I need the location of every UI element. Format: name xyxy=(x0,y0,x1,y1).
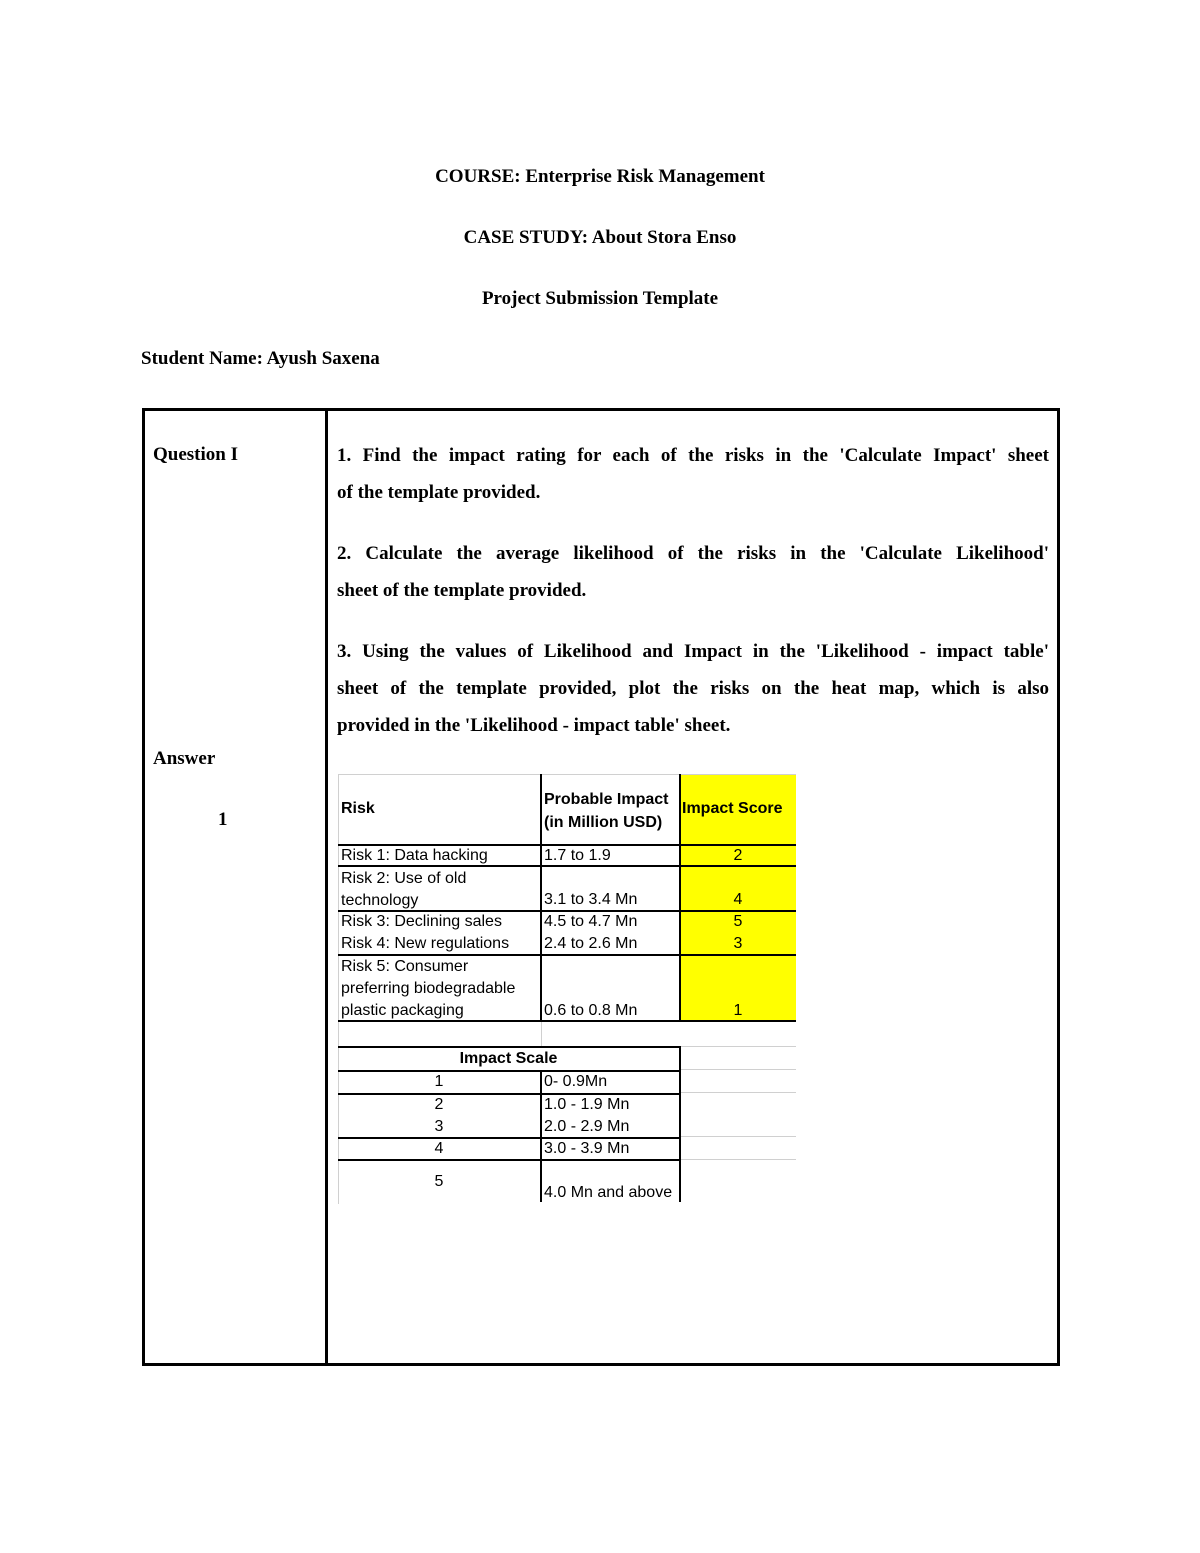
risk-impact: 1.7 to 1.9 xyxy=(544,847,611,864)
risk-impact: 2.4 to 2.6 Mn xyxy=(544,935,638,952)
impact-scale-title: Impact Scale xyxy=(459,1050,558,1067)
risk-impact: 0.6 to 0.8 Mn xyxy=(544,1002,638,1019)
risk-score: 5 xyxy=(733,913,743,930)
risk-score: 3 xyxy=(733,935,743,952)
risk-name: Risk 3: Declining sales xyxy=(341,913,502,930)
scale-score: 4 xyxy=(434,1140,444,1157)
scale-score: 1 xyxy=(434,1073,444,1090)
template-title: Project Submission Template xyxy=(481,288,719,309)
scale-score: 5 xyxy=(434,1173,444,1190)
scale-score: 3 xyxy=(434,1118,444,1135)
answer-label: Answer xyxy=(153,748,216,769)
scale-range: 0- 0.9Mn xyxy=(544,1073,608,1090)
student-name: Student Name: Ayush Saxena xyxy=(141,348,380,369)
risk-score: 2 xyxy=(733,847,743,864)
scale-range: 1.0 - 1.9 Mn xyxy=(544,1096,630,1113)
question-label: Question I xyxy=(153,444,238,465)
risk-name: Risk 1: Data hacking xyxy=(341,847,488,864)
case-study-title: CASE STUDY: About Stora Enso xyxy=(463,227,737,248)
risk-name: Risk 4: New regulations xyxy=(341,935,510,952)
scale-range: 3.0 - 3.9 Mn xyxy=(544,1140,630,1157)
header-impact-score: Impact Score xyxy=(682,800,783,817)
question-1: 1. Find the impact rating for each of the risks in the 'Calculate Impact' sheet of the template provided. xyxy=(337,445,1049,503)
scale-range: 2.0 - 2.9 Mn xyxy=(544,1118,630,1135)
scale-range: 4.0 Mn and above xyxy=(544,1184,673,1201)
answer-number: 1 xyxy=(218,809,228,830)
risk-spreadsheet xyxy=(338,774,798,1204)
risk-score: 4 xyxy=(733,891,743,908)
scale-score: 2 xyxy=(434,1096,444,1113)
risk-impact: 4.5 to 4.7 Mn xyxy=(544,913,638,930)
question-2: 2. Calculate the average likelihood of the risks in the 'Calculate Likelihood' sheet of the template provided. xyxy=(337,543,1049,601)
risk-impact: 3.1 to 3.4 Mn xyxy=(544,891,638,908)
risk-score: 1 xyxy=(733,1002,743,1019)
risk-name: Risk 5: Consumer preferring biodegradable plastic packaging xyxy=(341,958,516,1019)
question-3: 3. Using the values of Likelihood and Impact in the 'Likelihood - impact table' sheet of the template provided, plot the risks on the heat map, which is also provided in the 'Likelihood - impact table' sheet. xyxy=(337,641,1049,736)
risk-name: Risk 2: Use of old technology xyxy=(341,870,467,909)
course-title: COURSE: Enterprise Risk Management xyxy=(435,166,765,187)
header-risk: Risk xyxy=(341,800,375,817)
header-probable-impact: Probable Impact (in Million USD) xyxy=(544,791,669,831)
column-divider xyxy=(325,408,328,1366)
